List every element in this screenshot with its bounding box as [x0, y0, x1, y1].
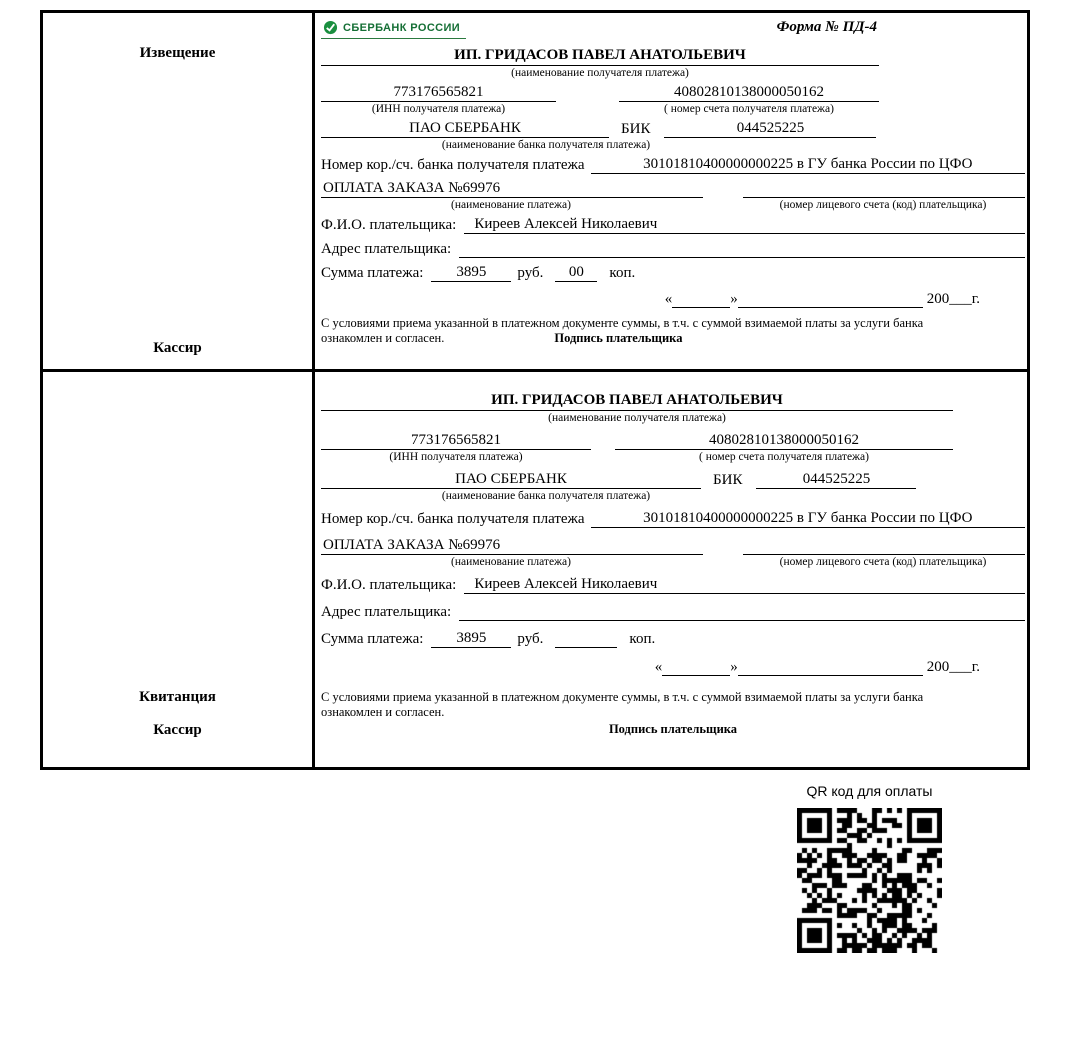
payer-address-field [459, 603, 1025, 621]
personal-account-field [743, 537, 1025, 555]
payee-name-field: ИП. ГРИДАСОВ ПАВЕЛ АНАТОЛЬЕВИЧ [321, 47, 879, 66]
payment-purpose-field: ОПЛАТА ЗАКАЗА №69976 [321, 180, 703, 198]
qr-section [782, 783, 957, 958]
payment-purpose-field: ОПЛАТА ЗАКАЗА №69976 [321, 537, 703, 555]
payee-caption: (наименование получателя платежа) [511, 67, 689, 79]
notice-left-column [43, 13, 315, 369]
personal-account-caption: (номер лицевого счета (код) плательщика) [779, 556, 987, 568]
bik-label: БИК [713, 472, 743, 488]
sum-kop-field: 00 [555, 264, 597, 282]
bik-label: БИК [621, 121, 651, 137]
sum-rub-field: 3895 [431, 264, 511, 282]
personal-account-field [743, 180, 1025, 198]
payer-address-field [459, 240, 1025, 258]
payer-address-label: Адрес плательщика: [321, 241, 452, 257]
corr-account-field: 30101810400000000225 в ГУ банка России по ЦФО [591, 510, 1025, 528]
payer-signature-label: Подпись плательщика [608, 722, 738, 736]
corr-account-label: Номер кор./сч. банка получателя платежа [321, 157, 585, 173]
form-number-label: Форма № ПД-4 [776, 19, 877, 35]
date-quote-close: » [730, 659, 738, 675]
terms-line2: ознакомлен и согласен. [321, 705, 445, 719]
receipt-section-label: Квитанция [139, 689, 216, 705]
payee-account-field: 40802810138000050162 [619, 84, 879, 102]
date-quote-open: « [664, 291, 673, 307]
corr-account-label: Номер кор./сч. банка получателя платежа [321, 511, 585, 527]
date-day-field [672, 290, 730, 308]
receipt-cashier-label: Кассир [153, 722, 202, 738]
terms-line1: С условиями приема указанной в платежном документе суммы, в т.ч. с суммой взимаемой платы за услуги банка [321, 316, 924, 330]
sberbank-logo-icon [323, 20, 338, 35]
date-day-field [662, 658, 730, 676]
account-caption: ( номер счета получателя платежа) [664, 103, 834, 115]
sberbank-logo [321, 19, 466, 39]
payer-name-field: Киреев Алексей Николаевич [464, 576, 1025, 594]
date-quote-open: « [654, 659, 663, 675]
receipt-left-column [43, 372, 315, 767]
payer-name-label: Ф.И.О. плательщика: [321, 217, 457, 233]
receipt-slip [40, 369, 1030, 770]
payer-name-label: Ф.И.О. плательщика: [321, 577, 457, 593]
bik-field: 044525225 [664, 120, 876, 138]
payment-caption: (наименование платежа) [451, 199, 571, 211]
date-quote-close: » [730, 291, 738, 307]
kop-label: коп. [629, 631, 656, 647]
inn-caption: (ИНН получателя платежа) [389, 451, 523, 463]
payer-name-field: Киреев Алексей Николаевич [464, 216, 1025, 234]
sum-label: Сумма платежа: [321, 631, 424, 647]
personal-account-caption: (номер лицевого счета (код) плательщика) [779, 199, 987, 211]
notice-slip [40, 10, 1030, 372]
corr-account-field: 30101810400000000225 в ГУ банка России по ЦФО [591, 156, 1025, 174]
qr-caption: QR код для оплаты [806, 783, 933, 799]
terms-line2: ознакомлен и согласен. [321, 331, 445, 345]
payee-inn-field: 773176565821 [321, 432, 591, 450]
date-year-label: 200___г. [926, 291, 980, 307]
bank-caption: (наименование банка получателя платежа) [441, 490, 651, 502]
payer-signature-label: Подпись плательщика [554, 331, 683, 345]
bank-name-field: ПАО СБЕРБАНК [321, 120, 609, 138]
account-caption: ( номер счета получателя платежа) [699, 451, 869, 463]
date-month-field [738, 290, 923, 308]
inn-caption: (ИНН получателя платежа) [371, 103, 506, 115]
payee-caption: (наименование получателя платежа) [548, 412, 726, 424]
qr-code-image [797, 808, 942, 953]
bank-name-field: ПАО СБЕРБАНК [321, 471, 701, 489]
notice-section-label: Извещение [139, 45, 216, 61]
receipt-form-body [315, 372, 1027, 767]
rub-label: руб. [517, 265, 544, 281]
sberbank-logo-text: СБЕРБАНК РОССИИ [343, 21, 461, 34]
payee-account-field: 40802810138000050162 [615, 432, 953, 450]
sum-label: Сумма платежа: [321, 265, 424, 281]
sum-kop-field [555, 630, 617, 648]
notice-header-row [321, 19, 879, 47]
payee-inn-field: 773176565821 [321, 84, 556, 102]
sum-rub-field: 3895 [431, 630, 511, 648]
notice-form-body [315, 13, 1027, 369]
rub-label: руб. [517, 631, 544, 647]
bik-field: 044525225 [756, 471, 916, 489]
kop-label: коп. [609, 265, 636, 281]
terms-line1: С условиями приема указанной в платежном документе суммы, в т.ч. с суммой взимаемой платы за услуги банка [321, 690, 924, 704]
payment-caption: (наименование платежа) [451, 556, 571, 568]
date-month-field [738, 658, 923, 676]
payee-name-field: ИП. ГРИДАСОВ ПАВЕЛ АНАТОЛЬЕВИЧ [321, 392, 953, 411]
payer-address-label: Адрес плательщика: [321, 604, 452, 620]
bank-caption: (наименование банка получателя платежа) [441, 139, 651, 151]
date-year-label: 200___г. [926, 659, 980, 675]
notice-cashier-label: Кассир [153, 340, 202, 356]
